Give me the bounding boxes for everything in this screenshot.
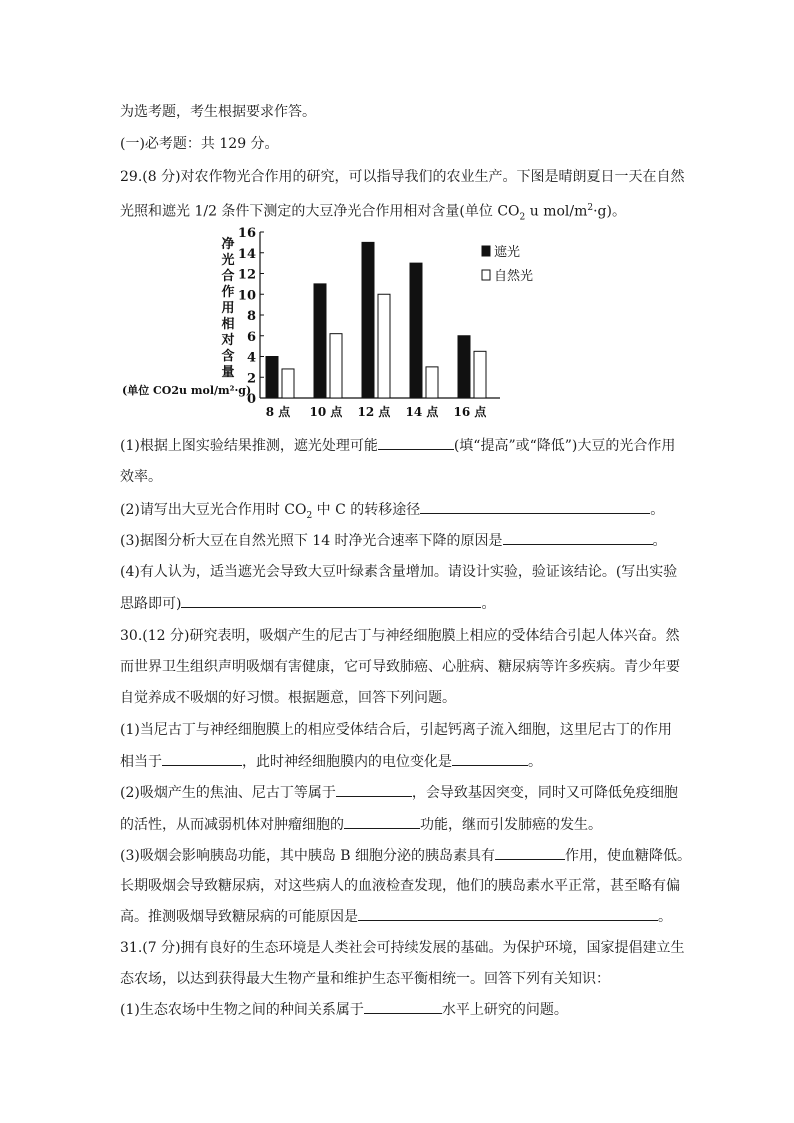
bar-natural [330,334,342,398]
y-tick-label: 2 [246,371,256,387]
x-tick-label: 16 点 [453,405,487,419]
legend-swatch [482,246,490,256]
answer-blank[interactable] [162,751,242,766]
y-axis-label-char: 对 [221,333,235,348]
bar-natural [282,369,294,398]
bar-shade [410,263,422,398]
x-tick-label: 12 点 [357,405,391,419]
q29-stem-1: 29.(8 分)对农作物光合作用的研究，可以指导我们的农业生产。下图是晴朗夏日一天在自然 [120,169,685,185]
y-axis-label-char: 用 [221,301,235,316]
q29-stem-2-sub: 2 [519,212,526,223]
q31-1-text-a: (1)生态农场中生物之间的种间关系属于 [120,1002,364,1018]
q30-1-text-b: 相当于 [120,754,162,770]
q29-stem-2c: ·g)。 [593,203,626,220]
q29-2-sub: 2 [306,510,313,521]
q29-3-text-b: 。 [652,533,667,549]
q29-4: (4)有人认为，适当遮光会导致大豆叶绿素含量增加。请设计实验，验证该结论。(写出实验 [120,564,678,580]
q30-2-text-b: ，会导致基因突变，同时又可降低免疫细胞 [411,785,678,801]
y-tick-label: 6 [246,329,256,345]
bar-shade [314,284,326,398]
y-axis-label-char: 光 [221,253,235,268]
bar-natural [378,294,390,398]
q30-3 [120,845,692,866]
y-tick-label: 0 [246,392,256,407]
legend-label: 遮光 [494,245,521,260]
x-tick-label: 14 点 [405,405,439,419]
bar-chart [118,224,548,424]
q29-2-text-a: (2)请写出大豆光合作用时 CO [120,502,307,518]
q31-1 [120,999,680,1020]
q29-1-text-a: (1)根据上图实验结果推测，遮光处理可能 [120,438,378,454]
q29-2-text-b: 中 C 的转移途径 [312,502,421,518]
q30-stem-2: 而世界卫生组织声明吸烟有害健康，它可导致肺癌、心脏病、糖尿病等许多疾病。青少年要 [120,659,680,675]
answer-blank[interactable] [495,845,565,860]
q31-1-text-b: 水平上研究的问题。 [441,1002,568,1018]
line-2: (一)必考题：共 129 分。 [120,136,279,152]
q29-stem-2b: u mol/m [525,203,588,220]
q31-stem-1: 31.(7 分)拥有良好的生态环境是人类社会可持续发展的基础。为保护环境，国家提倡建立生 [120,940,685,956]
q29-1-text-b: (填“提高”或“降低”)大豆的光合作用 [453,438,676,454]
q30-2-text-c: 的活性，从而减弱机体对肿瘤细胞的 [120,817,344,833]
answer-blank[interactable] [420,499,650,514]
y-tick-label: 12 [237,267,256,283]
x-tick-label: 8 点 [265,405,291,419]
y-axis-label-char: 量 [221,365,235,380]
legend-swatch [482,270,490,280]
answer-blank[interactable] [452,751,528,766]
q29-4-text-b: 思路即可) [120,596,182,612]
q29-1 [120,435,680,456]
answer-blank[interactable] [378,435,454,450]
q30-3d [120,906,680,927]
q30-1-text-d: 。 [528,754,542,770]
q29-stem-2-sup: 2 [587,203,594,213]
q29-3 [120,530,680,551]
q29-stem-2a: 光照和遮光 1/2 条件下测定的大豆净光合作用相对含量(单位 CO [120,203,520,220]
q31-stem-2: 态农场，以达到获得最大生物产量和维护生态平衡相统一。回答下列有关知识： [120,971,610,987]
q30-stem-3: 自觉养成不吸烟的好习惯。根据题意，回答下列问题。 [120,690,456,706]
y-tick-label: 14 [237,246,256,262]
bar-shade [458,336,470,398]
y-tick-label: 10 [237,288,256,304]
answer-blank[interactable] [181,593,481,608]
q29-3-text-a: (3)据图分析大豆在自然光照下 14 时净光合速率下降的原因是 [120,533,503,549]
q30-3-text-d: 高。推测吸烟导致糖尿病的可能原因是 [120,909,358,925]
y-axis-label-char: 相 [221,317,235,332]
q29-4-text-c: 。 [481,596,496,612]
x-tick-label: 10 点 [309,405,343,419]
answer-blank[interactable] [503,530,653,545]
line-1: 为选考题，考生根据要求作答。 [120,104,316,120]
q30-2c [120,814,680,835]
q29-2-text-c: 。 [650,502,665,518]
q30-1-text-c: ，此时神经细胞膜内的电位变化是 [242,754,452,770]
q29-4b [120,593,680,614]
y-axis-unit-label: (单位 CO2u mol/m²·g) [122,384,252,397]
y-tick-label: 8 [246,309,256,324]
bar-natural [474,351,486,398]
bar-natural [426,367,438,398]
answer-blank[interactable] [336,782,412,797]
y-tick-label: 16 [237,226,256,241]
answer-blank[interactable] [364,999,442,1014]
bar-shade [266,357,278,399]
y-axis-label-char: 含 [221,349,235,364]
y-tick-label: 4 [246,350,256,366]
q30-3-text-b: 作用，使血糖降低。 [565,848,692,864]
q30-2 [120,782,680,803]
q29-1c: 效率。 [120,469,162,485]
q30-2-text-d: 功能，继而引发肺癌的发生。 [420,817,602,833]
bar-shade [362,242,374,398]
q30-1: (1)当尼古丁与神经细胞膜上的相应受体结合后，引起钙离子流入细胞，这里尼古丁的作用 [120,722,672,738]
answer-blank[interactable] [358,906,658,921]
q29-2 [120,499,680,526]
q30-3-text-e: 。 [658,909,672,925]
q30-3c: 长期吸烟会导致糖尿病，对这些病人的血液检查发现，他们的胰岛素水平正常，甚至略有偏 [120,878,680,894]
y-axis-label-char: 净 [221,237,235,252]
answer-blank[interactable] [344,814,420,829]
y-axis-label-char: 合 [221,269,235,284]
q30-2-text-a: (2)吸烟产生的焦油、尼古丁等属于 [120,785,336,801]
y-axis-label-char: 作 [221,285,235,300]
q30-3-text-a: (3)吸烟会影响胰岛功能，其中胰岛 B 细胞分泌的胰岛素具有 [120,848,496,864]
q30-stem-1: 30.(12 分)研究表明，吸烟产生的尼古丁与神经细胞膜上相应的受体结合引起人体兴奋。然 [120,628,680,644]
legend-label: 自然光 [494,269,534,284]
q30-1b [120,751,680,772]
